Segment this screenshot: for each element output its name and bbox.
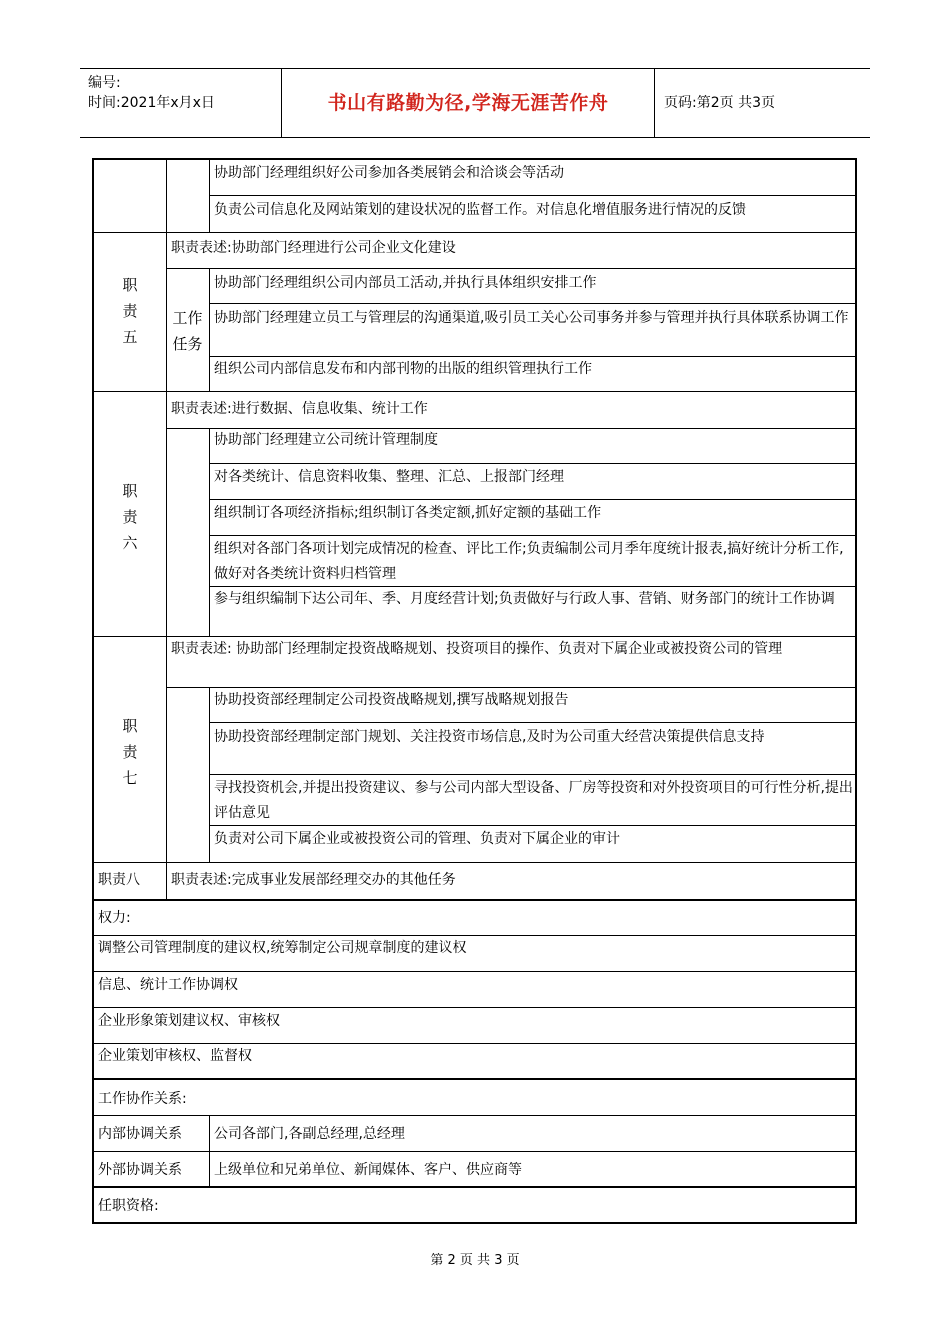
row-divider <box>209 535 857 536</box>
row-divider <box>94 1151 857 1152</box>
row-divider <box>94 1078 857 1080</box>
row-divider <box>209 722 857 723</box>
duty-statement: 职责表述:完成事业发展部经理交办的其他任务 <box>171 872 456 888</box>
qualifications-title: 任职资格: <box>98 1198 159 1214</box>
row-divider <box>209 499 857 500</box>
header-page-info: 页码:第2页 共3页 <box>664 95 775 111</box>
document-number-label: 编号: <box>88 75 121 91</box>
duty-label: 职责八 <box>98 872 140 888</box>
row-divider <box>209 303 857 304</box>
task-item: 协助部门经理组织公司内部员工活动,并执行具体组织安排工作 <box>214 275 597 291</box>
column-divider <box>166 160 167 900</box>
task-item: 协助部门经理组织好公司参加各类展销会和洽谈会等活动 <box>214 165 564 181</box>
duty-statement: 职责表述:协助部门经理进行公司企业文化建设 <box>171 240 456 256</box>
row-divider <box>166 268 857 269</box>
task-item: 负责对公司下属企业或被投资公司的管理、负责对下属企业的审计 <box>214 831 620 847</box>
duty-statement: 职责表述:进行数据、信息收集、统计工作 <box>171 401 428 417</box>
internal-relation-label: 内部协调关系 <box>98 1126 182 1142</box>
page-footer: 第 2 页 共 3 页 <box>430 1253 520 1268</box>
powers-title: 权力: <box>98 910 131 926</box>
row-divider <box>94 232 857 233</box>
page-header <box>80 68 870 138</box>
row-divider <box>209 463 857 464</box>
task-item: 组织制订各项经济指标;组织制订各类定额,抓好定额的基础工作 <box>214 505 602 521</box>
row-divider <box>94 391 857 392</box>
row-divider <box>209 774 857 775</box>
task-item: 协助投资部经理制定公司投资战略规划,撰写战略规划报告 <box>214 692 569 708</box>
header-meta <box>88 73 288 113</box>
duty-label: 职责七 <box>122 717 138 787</box>
duty-label: 职责五 <box>122 276 138 346</box>
document-date-label: 时间:2021年x月x日 <box>88 95 215 111</box>
task-item: 协助部门经理建立公司统计管理制度 <box>214 432 438 448</box>
power-item: 企业策划审核权、监督权 <box>98 1048 252 1064</box>
internal-relation-value: 公司各部门,各副总经理,总经理 <box>214 1126 405 1142</box>
task-label: 工作任务 <box>172 309 203 353</box>
duties-table <box>92 158 857 1224</box>
task-item: 参与组织编制下达公司年、季、月度经营计划;负责做好与行政人事、营销、财务部门的统计工作协调 <box>214 591 835 607</box>
header-divider <box>654 69 655 137</box>
task-item: 协助投资部经理制定部门规划、关注投资市场信息,及时为公司重大经营决策提供信息支持 <box>214 729 765 745</box>
header-motto: 书山有路勤为径,学海无涯苦作舟 <box>327 92 609 114</box>
power-item: 企业形象策划建议权、审核权 <box>98 1013 280 1029</box>
task-item: 组织对各部门各项计划完成情况的检查、评比工作;负责编制公司月季年度统计报表,搞好统计分析工作,做好对各类统计资料归档管理 <box>214 541 844 582</box>
task-item: 寻找投资机会,并提出投资建议、参与公司内部大型设备、厂房等投资和对外投资项目的可行性分析,提出评估意见 <box>214 780 853 821</box>
duty-label: 职责六 <box>122 482 138 552</box>
task-item: 对各类统计、信息资料收集、整理、汇总、上报部门经理 <box>214 469 564 485</box>
row-divider <box>94 1186 857 1188</box>
relations-title: 工作协作关系: <box>98 1091 187 1107</box>
row-divider <box>94 899 857 901</box>
row-divider <box>94 1007 857 1008</box>
row-divider <box>209 195 857 196</box>
task-item: 组织公司内部信息发布和内部刊物的出版的组织管理执行工作 <box>214 361 592 377</box>
external-relation-value: 上级单位和兄弟单位、新闻媒体、客户、供应商等 <box>214 1162 522 1178</box>
duty-statement: 职责表述: 协助部门经理制定投资战略规划、投资项目的操作、负责对下属企业或被投资公司的管理 <box>171 641 783 657</box>
row-divider <box>209 825 857 826</box>
power-item: 信息、统计工作协调权 <box>98 977 238 993</box>
task-item: 负责公司信息化及网站策划的建设状况的监督工作。对信息化增值服务进行情况的反馈 <box>214 202 746 218</box>
external-relation-label: 外部协调关系 <box>98 1162 182 1178</box>
power-item: 调整公司管理制度的建议权,统筹制定公司规章制度的建议权 <box>98 940 467 956</box>
task-item: 协助部门经理建立员工与管理层的沟通渠道,吸引员工关心公司事务并参与管理并执行具体联系协调工作 <box>214 310 849 326</box>
row-divider <box>94 971 857 972</box>
row-divider <box>94 862 857 863</box>
